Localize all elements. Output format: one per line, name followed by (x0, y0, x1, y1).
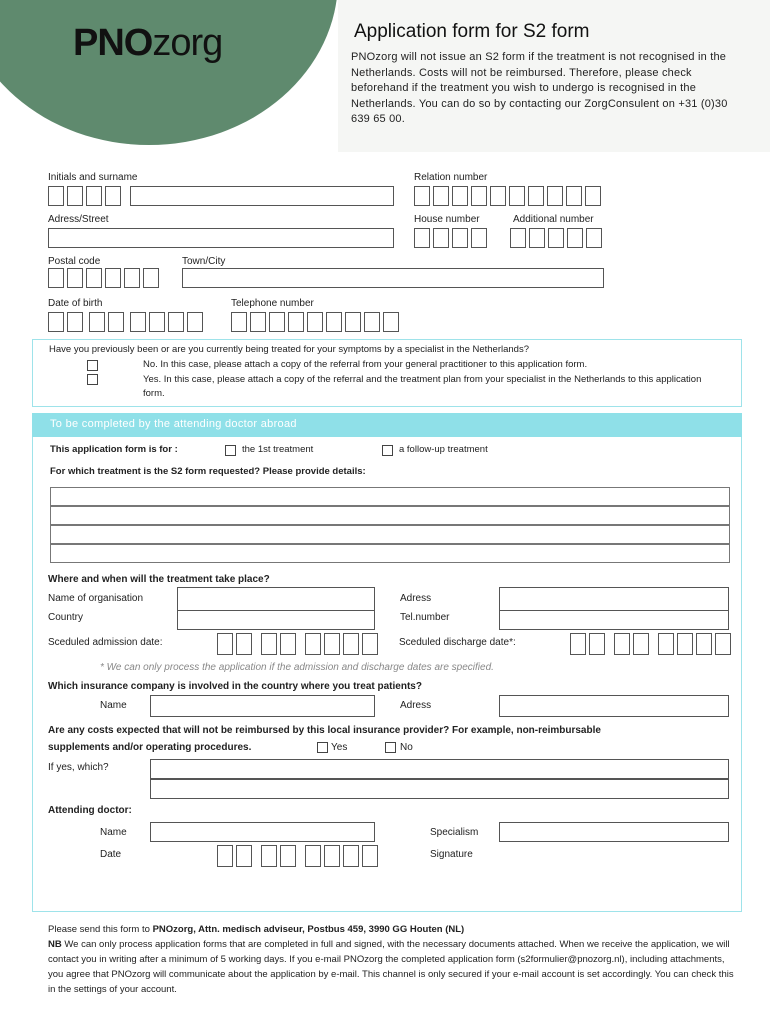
cell[interactable] (362, 633, 378, 655)
cell[interactable] (364, 312, 380, 332)
details-line-4[interactable] (50, 544, 730, 563)
dates-note: * We can only process the application if the admission and discharge dates are specified. (100, 662, 494, 673)
cell[interactable] (433, 228, 449, 248)
form-for-label-text: This application form is for (50, 444, 172, 455)
cell[interactable] (89, 312, 105, 332)
details-line-3[interactable] (50, 525, 730, 544)
cell[interactable] (548, 228, 564, 248)
cell[interactable] (547, 186, 563, 206)
dob-cells[interactable] (48, 312, 204, 332)
cell[interactable] (168, 312, 184, 332)
cell[interactable] (261, 633, 277, 655)
cell[interactable] (143, 268, 159, 288)
cell[interactable] (452, 186, 468, 206)
ifyes-line-2[interactable] (150, 779, 729, 799)
cell[interactable] (261, 845, 277, 867)
surname-field[interactable] (130, 186, 394, 206)
cell[interactable] (48, 268, 64, 288)
country-field[interactable] (177, 610, 375, 630)
cell[interactable] (124, 268, 140, 288)
cell[interactable] (130, 312, 146, 332)
org-label: Name of organisation (48, 593, 144, 604)
cell[interactable] (510, 228, 526, 248)
cell[interactable] (269, 312, 285, 332)
postal-code-label: Postal code (48, 256, 101, 267)
cell[interactable] (280, 845, 296, 867)
cell[interactable] (307, 312, 323, 332)
ins-name-label: Name (100, 700, 127, 711)
date-label: Date (100, 849, 122, 860)
postal-code-cells[interactable] (48, 268, 163, 288)
cell[interactable] (586, 228, 602, 248)
cell[interactable] (362, 845, 378, 867)
cell[interactable] (288, 312, 304, 332)
cell[interactable] (343, 845, 359, 867)
form-for-label: This application form is for : (50, 444, 178, 455)
town-field[interactable] (182, 268, 604, 288)
cell[interactable] (528, 186, 544, 206)
cell[interactable] (231, 312, 247, 332)
initials-cells[interactable] (48, 186, 124, 206)
adress-field[interactable] (499, 587, 729, 611)
cell[interactable] (471, 186, 487, 206)
relation-number-cells[interactable] (414, 186, 604, 206)
relation-label: Relation number (414, 172, 488, 183)
cell[interactable] (187, 312, 203, 332)
costs-yes-checkbox[interactable] (317, 742, 328, 753)
logo-light-text: zorg (152, 22, 223, 64)
send-instruction (48, 922, 738, 937)
pnozorg-logo (73, 22, 222, 65)
signature-area[interactable] (499, 845, 729, 900)
cell[interactable] (614, 633, 630, 655)
discharge-date-cells[interactable] (570, 633, 730, 655)
signature-label: Signature (430, 849, 473, 860)
house-number-cells[interactable] (414, 228, 490, 248)
costs-yes-label: Yes (331, 742, 348, 753)
nb-paragraph (48, 937, 738, 997)
cell[interactable] (452, 228, 468, 248)
cell[interactable] (324, 633, 340, 655)
address-label: Adress/Street (48, 214, 109, 225)
cell[interactable] (86, 186, 102, 206)
details-line-1[interactable] (50, 487, 730, 506)
adress-label: Adress (400, 593, 432, 604)
costs-no-label: No (400, 742, 413, 753)
details-line-2[interactable] (50, 506, 730, 525)
followup-treatment-label: a follow-up treatment (399, 444, 488, 455)
tel-field[interactable] (499, 610, 729, 630)
initials-label: Initials and surname (48, 172, 138, 183)
cell[interactable] (696, 633, 712, 655)
address-field[interactable] (48, 228, 394, 248)
att-name-label: Name (100, 827, 127, 838)
specialist-no-checkbox[interactable] (87, 360, 98, 371)
nb-label: NB (48, 939, 62, 950)
cell[interactable] (490, 186, 506, 206)
admission-date-cells[interactable] (217, 633, 377, 655)
cell[interactable] (589, 633, 605, 655)
phone-label: Telephone number (231, 298, 314, 309)
first-treatment-checkbox[interactable] (225, 445, 236, 456)
cell[interactable] (280, 633, 296, 655)
cell[interactable] (658, 633, 674, 655)
house-number-label: House number (414, 214, 480, 225)
cell[interactable] (715, 633, 731, 655)
cell[interactable] (67, 268, 83, 288)
nb-text: We can only process application forms that are completed in full and signed, with the necessary documents attached. When we receive the application, we will contact you in writing after a minimum of 5 working days. If you e-mail PNOzorg the completed application form (s2formulier@pnozorg.nl), including attachments, you agree that PNOzorg will communicate about the application by e-mail. This channel is only secured if your e-mail account is set accordingly. You can check this in the settings of your account. (48, 939, 734, 995)
admission-label: Sceduled admission date: (48, 637, 163, 648)
send-prefix: Please send this form to (48, 924, 153, 935)
logo-bold-text: PNO (73, 22, 153, 64)
cell[interactable] (105, 268, 121, 288)
cell[interactable] (343, 633, 359, 655)
tel-label: Tel.number (400, 612, 450, 623)
costs-question-line-1: Are any costs expected that will not be reimbursed by this local insurance provider? For example, non-reimbursable (48, 725, 601, 736)
doctor-date-cells[interactable] (217, 845, 377, 867)
cell[interactable] (566, 186, 582, 206)
cell[interactable] (570, 633, 586, 655)
followup-treatment-checkbox[interactable] (382, 445, 393, 456)
cell[interactable] (149, 312, 165, 332)
dob-label: Date of birth (48, 298, 103, 309)
additional-number-cells[interactable] (510, 228, 605, 248)
cell[interactable] (108, 312, 124, 332)
cell[interactable] (433, 186, 449, 206)
ins-name-field[interactable] (150, 695, 375, 717)
cell[interactable] (67, 186, 83, 206)
cell[interactable] (305, 633, 321, 655)
specialist-question: Have you previously been or are you currently being treated for your symptoms by a specialist in the Netherlands? (49, 344, 529, 355)
attending-doctor-heading: Attending doctor: (48, 805, 132, 816)
specialism-field[interactable] (499, 822, 729, 842)
cell[interactable] (509, 186, 525, 206)
specialism-label: Specialism (430, 827, 479, 838)
footer (48, 922, 738, 997)
specialist-no-label: No. In this case, please attach a copy of the referral from your general practitioner to this application form. (143, 359, 588, 370)
cell[interactable] (383, 312, 399, 332)
insurance-question: Which insurance company is involved in the country where you treat patients? (48, 681, 422, 692)
cell[interactable] (529, 228, 545, 248)
cell[interactable] (217, 633, 233, 655)
specialist-yes-checkbox[interactable] (87, 374, 98, 385)
town-label: Town/City (182, 256, 226, 267)
cell[interactable] (67, 312, 83, 332)
cell[interactable] (585, 186, 601, 206)
phone-cells[interactable] (231, 312, 405, 332)
cell[interactable] (471, 228, 487, 248)
additional-number-label: Additional number (513, 214, 594, 225)
send-address: PNOzorg, Attn. medisch adviseur, Postbus 459, 3990 GG Houten (NL) (152, 924, 465, 935)
cell[interactable] (345, 312, 361, 332)
doctor-section-title: To be completed by the attending doctor abroad (50, 418, 297, 430)
att-name-field[interactable] (150, 822, 375, 842)
country-label: Country (48, 612, 84, 623)
cell[interactable] (236, 633, 252, 655)
cell[interactable] (324, 845, 340, 867)
cell[interactable] (86, 268, 102, 288)
cell[interactable] (305, 845, 321, 867)
cell[interactable] (105, 186, 121, 206)
specialist-yes-label: Yes. In this case, please attach a copy of the referral and the treatment plan from your specialist in the Netherlands to this application form. (143, 374, 702, 399)
org-field[interactable] (177, 587, 375, 611)
ins-adress-label: Adress (400, 700, 432, 711)
cell[interactable] (633, 633, 649, 655)
costs-question-line-2: supplements and/or operating procedures. (48, 742, 252, 753)
where-when-heading: Where and when will the treatment take place? (48, 574, 270, 585)
cell[interactable] (414, 228, 430, 248)
ifyes-label: If yes, which? (48, 762, 109, 773)
cell[interactable] (677, 633, 693, 655)
details-question: For which treatment is the S2 form requested? Please provide details: (50, 466, 366, 477)
discharge-label: Sceduled discharge date*: (399, 637, 516, 648)
ins-adress-field[interactable] (499, 695, 729, 717)
page-title: Application form for S2 form (354, 21, 590, 42)
costs-no-checkbox[interactable] (385, 742, 396, 753)
cell[interactable] (250, 312, 266, 332)
cell[interactable] (567, 228, 583, 248)
cell[interactable] (414, 186, 430, 206)
cell[interactable] (236, 845, 252, 867)
cell[interactable] (48, 312, 64, 332)
cell[interactable] (217, 845, 233, 867)
cell[interactable] (326, 312, 342, 332)
intro-text: PNOzorg will not issue an S2 form if the treatment is not recognised in the Netherlands. Costs will not be reimbursed. Therefore, please check beforehand if the treatment you wish to undergo is recognised in the Netherlands. You can do so by contacting our ZorgConsulent on +31 (0)30 639 65 00. (351, 51, 728, 125)
ifyes-line-1[interactable] (150, 759, 729, 779)
first-treatment-label: the 1st treatment (242, 444, 314, 455)
cell[interactable] (48, 186, 64, 206)
